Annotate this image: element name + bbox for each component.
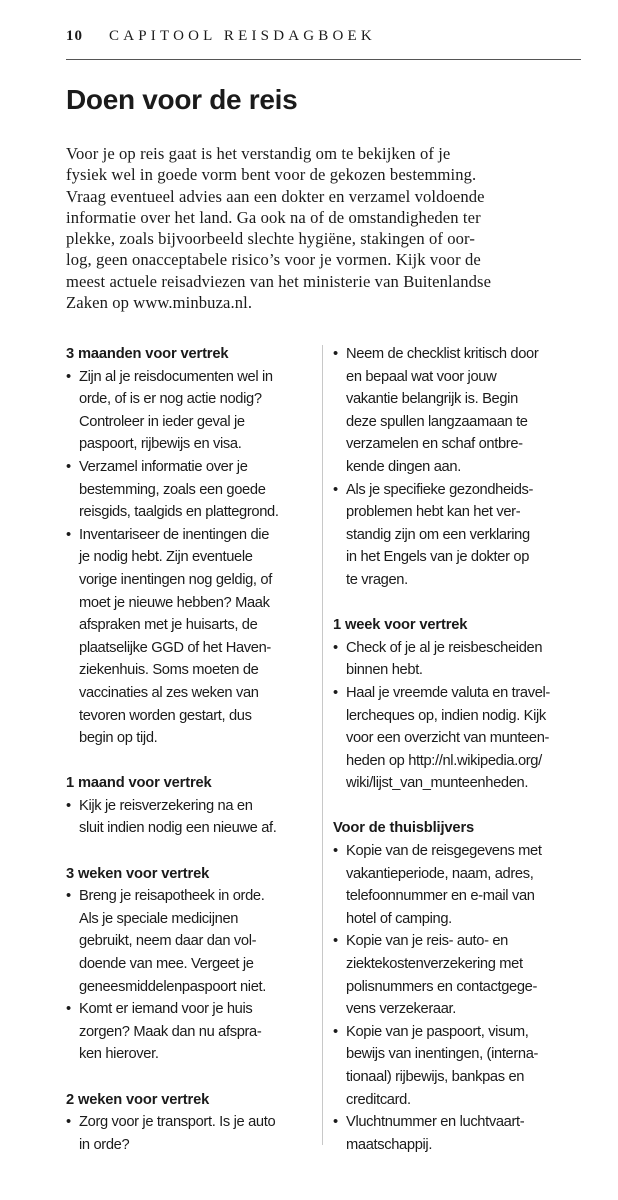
checklist-section — [333, 614, 583, 795]
item-text: Vluchtnummer en luchtvaart- maatschappij. — [346, 1114, 525, 1153]
bullet-icon: • — [66, 1001, 71, 1018]
bullet-icon: • — [333, 933, 338, 950]
checklist-item — [66, 885, 321, 998]
bullet-icon: • — [66, 458, 71, 475]
item-text: Kopie van de reisgegevens met vakantieperiode, naam, adres, telefoonnummer en e-mail van hotel of camping. — [346, 843, 542, 927]
checklist-item — [66, 456, 321, 524]
column-divider — [322, 345, 323, 1145]
checklist-item — [66, 366, 321, 456]
bullet-icon: • — [333, 684, 338, 701]
item-text: Haal je vreemde valuta en travel- lercheques op, indien nodig. Kijk voor een overzicht van munteen- heden op http://nl.wikipedia.org/ wiki/lijst_van_munteenheden. — [346, 684, 550, 792]
header-rule — [66, 59, 581, 60]
item-text: Breng je reisapotheek in orde. Als je speciale medicijnen gebruikt, neem daar dan vol- doende van mee. Vergeet je geneesmiddelenpaspoort niet. — [79, 888, 266, 995]
checklist-item — [333, 1021, 583, 1111]
bullet-icon: • — [66, 368, 71, 385]
right-column — [333, 343, 583, 1179]
item-text: Kijk je reisverzekering na en sluit indien nodig een nieuwe af. — [79, 797, 277, 837]
bullet-icon: • — [66, 888, 71, 905]
checklist-item — [66, 998, 321, 1066]
item-text: Inventariseer de inentingen die je nodig hebt. Zijn eventuele vorige inentingen nog geldig, of moet je nieuwe hebben? Maak afspraken met je huisarts, de plaatselijke GGD of het Haven- ziekenhuis. Soms moeten de vaccinaties al zes weken van tevoren worden gestart, dus begin op tijd. — [79, 526, 272, 747]
section-heading: 1 maand voor vertrek — [66, 775, 212, 792]
bullet-icon: • — [66, 797, 71, 814]
bullet-icon: • — [333, 1023, 338, 1040]
checklist-section — [66, 1089, 321, 1157]
page-title: Doen voor de reis — [66, 84, 298, 115]
item-text: Neem de checklist kritisch door en bepaal wat voor jouw vakantie belangrijk is. Begin deze spullen langzaamaan te verzamelen en schaf ontbre- kende dingen aan. — [346, 346, 539, 475]
checklist-item — [333, 479, 583, 592]
bullet-icon: • — [333, 639, 338, 656]
running-header — [66, 28, 578, 52]
item-text: Verzamel informatie over je bestemming, zoals een goede reisgids, taalgids en plattegrond. — [79, 458, 279, 521]
checklist-section — [66, 863, 321, 1066]
section-heading: 1 week voor vertrek — [333, 617, 468, 634]
checklist-item — [333, 343, 583, 479]
checklist-section — [333, 343, 583, 592]
item-text: Kopie van je reis- auto- en ziektekostenverzekering met polisnummers en contactgege- vens verzekeraar. — [346, 933, 538, 1018]
section-heading: 3 weken voor vertrek — [66, 865, 210, 882]
section-heading: 3 maanden voor vertrek — [66, 346, 229, 362]
checklist-item — [333, 682, 583, 795]
bullet-icon: • — [333, 1114, 338, 1131]
bullet-icon: • — [66, 526, 71, 543]
intro-paragraph: Voor je op reis gaat is het verstandig om te bekijken of je fysiek wel in goede vorm bent voor de gekozen bestemming. Vraag eventueel advies aan een dokter en verzamel voldoende informatie over het land. Ga ook na of de omstandigheden ter plekke, zoals bijvoorbeeld slechte hygiëne, stakingen of oor- log, geen onacceptabele risico’s voor je vormen. Kijk voor de meest actuele reisadviezen van het ministerie van Buitenlandse Zaken op www.minbuza.nl. — [66, 144, 492, 313]
checklist-item — [333, 930, 583, 1020]
running-title: CAPITOOL REISDAGBOEK — [109, 28, 376, 44]
checklist-item — [66, 1111, 321, 1156]
left-column — [66, 343, 321, 1179]
bullet-icon: • — [333, 481, 338, 498]
checklist-item — [66, 795, 321, 840]
item-text: Zorg voor je transport. Is je auto in orde? — [79, 1114, 276, 1153]
checklist-section — [66, 343, 321, 750]
item-text: Kopie van je paspoort, visum, bewijs van inentingen, (interna- tionaal) rijbewijs, bankpas en creditcard. — [346, 1023, 539, 1108]
bullet-icon: • — [66, 1114, 71, 1131]
checklist-section — [333, 817, 583, 1156]
section-heading: 2 weken voor vertrek — [66, 1091, 210, 1108]
item-text: Komt er iemand voor je huis zorgen? Maak dan nu afspra- ken hierover. — [79, 1001, 262, 1063]
bullet-icon: • — [333, 843, 338, 860]
item-text: Als je specifieke gezondheids- problemen hebt kan het ver- standig zijn om een verklaring in het Engels van je dokter op te vragen. — [346, 481, 534, 588]
checklist-section — [66, 772, 321, 840]
checklist-item — [66, 524, 321, 750]
item-text: Zijn al je reisdocumenten wel in orde, of is er nog actie nodig? Controleer in ieder geval je paspoort, rijbewijs en visa. — [79, 368, 273, 453]
item-text: Check of je al je reisbescheiden binnen hebt. — [346, 639, 543, 679]
checklist-item — [333, 840, 583, 930]
section-heading: Voor de thuisblijvers — [333, 820, 475, 837]
bullet-icon: • — [333, 346, 338, 362]
checklist-item — [333, 637, 583, 682]
checklist-item — [333, 1111, 583, 1156]
page-number: 10 — [66, 28, 83, 44]
